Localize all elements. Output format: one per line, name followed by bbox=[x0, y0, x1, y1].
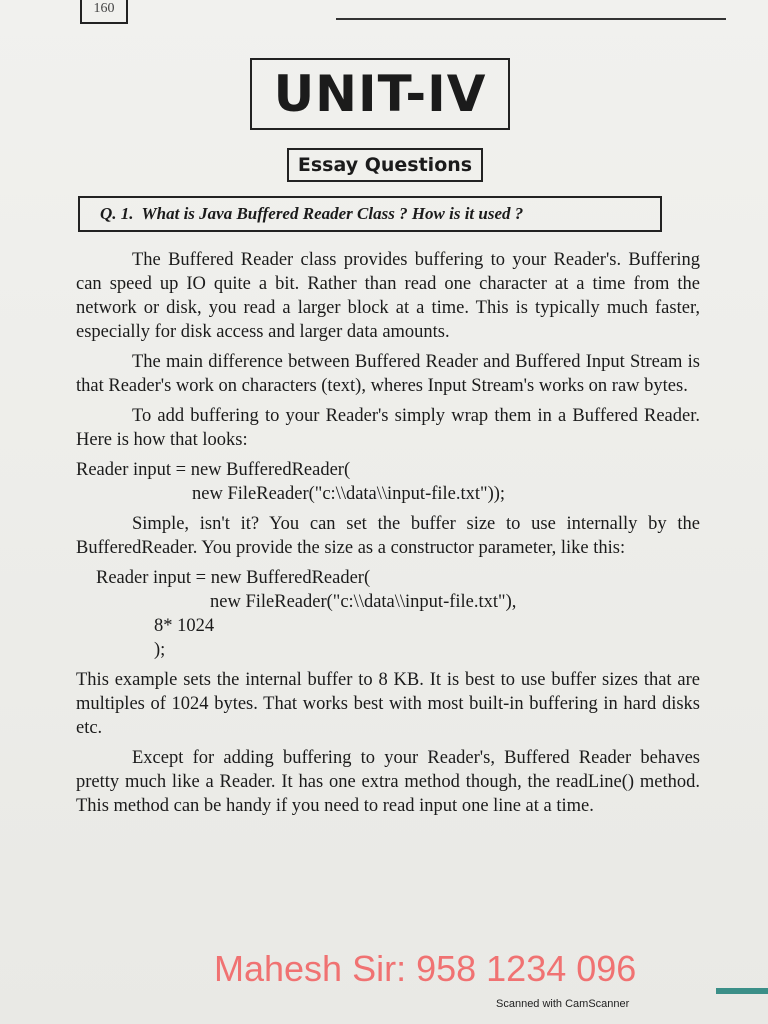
scanner-accent-bar bbox=[716, 988, 768, 994]
paragraph: The main difference between Buffered Reader and Buffered Input Stream is that Reader's work on characters (text), wheres Input Stream's works on raw bytes. bbox=[76, 352, 700, 396]
question-heading bbox=[78, 196, 662, 232]
paragraph: To add buffering to your Reader's simply wrap them in a Buffered Reader. Here is how that looks: bbox=[76, 406, 700, 450]
code-line: ); bbox=[154, 640, 166, 660]
paragraph: The Buffered Reader class provides buffering to your Reader's. Buffering can speed up IO quite a bit. Rather than read one character at a time from the network or disk, you read a larger block at a time. This is typically much faster, especially for disk access and larger data amounts. bbox=[76, 250, 700, 342]
paragraph: This example sets the internal buffer to 8 KB. It is best to use buffer sizes that are multiples of 1024 bytes. That works best with most built-in buffering in hard disks etc. bbox=[76, 670, 700, 738]
code-line: Reader input = new BufferedReader( bbox=[96, 568, 371, 588]
code-line: Reader input = new BufferedReader( bbox=[76, 460, 351, 480]
code-line: new FileReader("c:\\data\\input-file.txt"), bbox=[210, 592, 517, 612]
code-line: new FileReader("c:\\data\\input-file.txt")); bbox=[192, 484, 506, 504]
header-rule bbox=[336, 18, 726, 20]
question-number: Q. 1. bbox=[100, 204, 134, 223]
answer-body bbox=[76, 248, 700, 824]
paragraph: Simple, isn't it? You can set the buffer size to use internally by the BufferedReader. You provide the size as a constructor parameter, like this: bbox=[76, 514, 700, 558]
unit-title: UNIT-IV bbox=[250, 58, 510, 130]
scanner-credit: Scanned with CamScanner bbox=[496, 998, 630, 1010]
paragraph: Except for adding buffering to your Reader's, Buffered Reader behaves pretty much like a Reader. It has one extra method though, the readLine() method. This method can be handy if you need to read input one line at a time. bbox=[76, 748, 700, 816]
section-title: Essay Questions bbox=[287, 148, 483, 182]
code-line: 8* 1024 bbox=[154, 616, 215, 636]
page-number-box: 160 bbox=[80, 0, 128, 24]
watermark-text: Mahesh Sir: 958 1234 096 bbox=[214, 948, 637, 989]
question-text: What is Java Buffered Reader Class ? How is it used ? bbox=[141, 204, 524, 223]
